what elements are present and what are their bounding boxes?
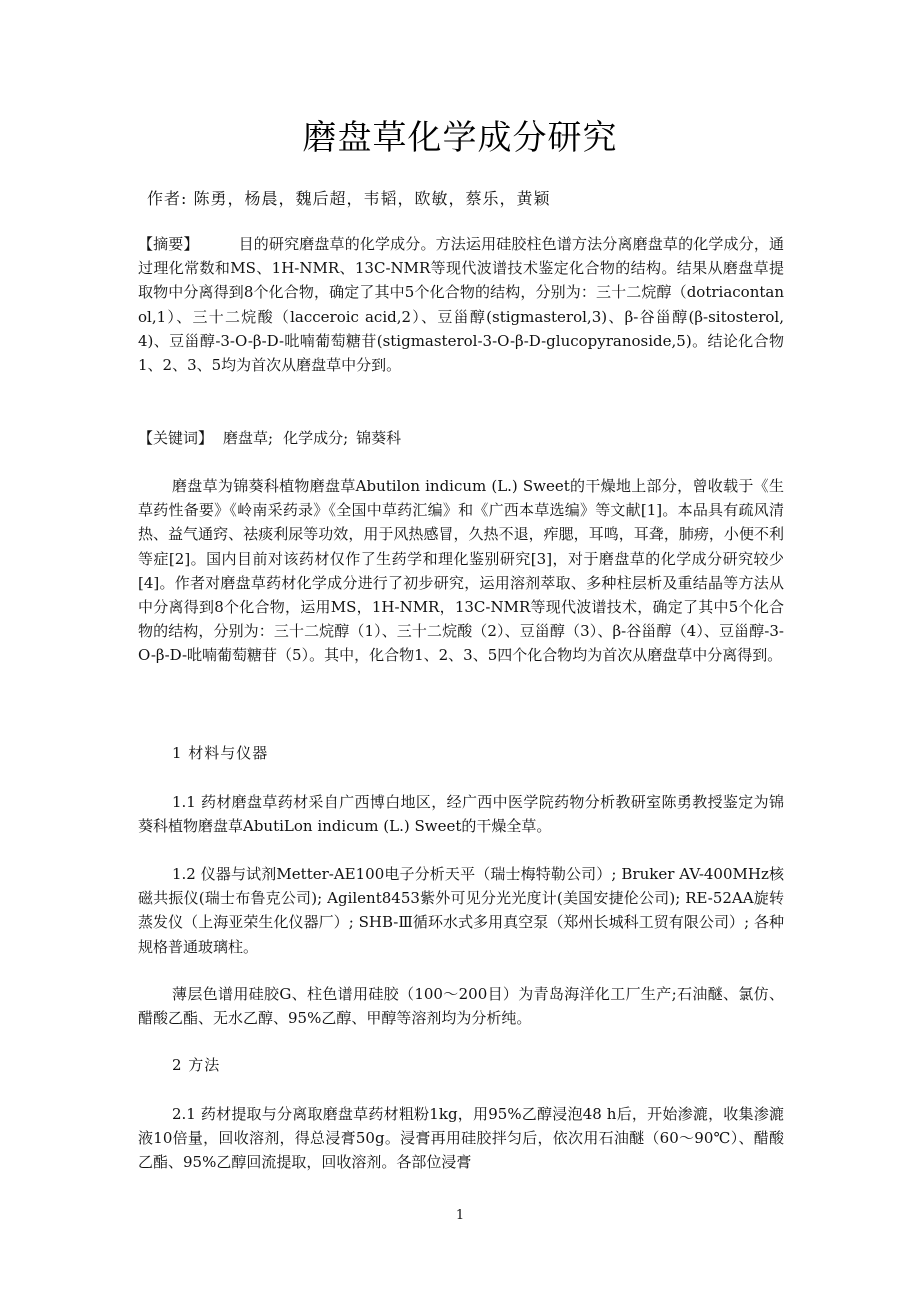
page-number: 1 [455,1208,465,1223]
keywords-label: 【关键词】 [138,429,214,447]
abstract-label: 【摘要】 [138,235,199,253]
paper-title: 磨盘草化学成分研究 [302,118,618,158]
section-1-1-paragraph: 1.1 药材磨盘草药材采自广西博白地区，经广西中医学院药物分析教研室陈勇教授鉴定为锦葵科植物磨盘草AbutiLon indicum (L.) Sweet的干燥全草。 [138,793,784,836]
keywords-paragraph [138,426,784,450]
keyword-item: 锦葵科 [356,429,402,447]
section-heading-methods: 2 方法 [172,1056,221,1074]
author-list: 作者: 陈勇，杨晨，魏后超，韦韬，欧敏，蔡乐，黄颖 [147,189,551,208]
section-heading-materials: 1 材料与仪器 [172,744,269,762]
reagents-paragraph: 薄层色谱用硅胶G、柱色谱用硅胶（100～200目）为青岛海洋化工厂生产;石油醚、氯仿、醋酸乙酯、无水乙醇、95%乙醇、甲醇等溶剂均为分析纯。 [138,985,784,1028]
section-1-2-paragraph: 1.2 仪器与试剂Metter-AE100电子分析天平（瑞士梅特勒公司）; Bruker AV-400MHz核磁共振仪(瑞士布鲁克公司); Agilent8453紫外可见分光光度计(美国安捷伦公司); RE-52AA旋转蒸发仪（上海亚荣生化仪器厂）; SHB-Ⅲ循环水式多用真空泵（郑州长城科工贸有限公司）; 各种规格普通玻璃柱。 [138,865,784,956]
intro-paragraph: 磨盘草为锦葵科植物磨盘草Abutilon indicum (L.) Sweet的干燥地上部分，曾收载于《生草药性备要》《岭南采药录》《全国中草药汇编》和《广西本草选编》等文献[1]。本品具有疏风清热、益气通窍、祛痰利尿等功效，用于风热感冒，久热不退，痄腮，耳鸣，耳聋，肺痨，小便不利等症[2]。国内目前对该药材仅作了生药学和理化鉴别研究[3]，对于磨盘草的化学成分研究较少[4]。作者对磨盘草药材化学成分进行了初步研究，运用溶剂萃取、多种柱层析及重结晶等方法从中分离得到8个化合物，运用MS，1H-NMR，13C-NMR等现代波谱技术，确定了其中5个化合物的结构，分别为：三十二烷醇（1）、三十二烷酸（2）、豆甾醇（3）、β-谷甾醇（4）、豆甾醇-3-O-β-D-吡喃葡萄糖苷（5）。其中，化合物1、2、3、5四个化合物均为首次从磨盘草中分离得到。 [138,477,784,665]
keyword-item: 磨盘草; [223,429,274,447]
keyword-item: 化学成分; [283,429,349,447]
abstract-paragraph [138,232,784,377]
abstract-text: 目的研究磨盘草的化学成分。方法运用硅胶柱色谱方法分离磨盘草的化学成分，通过理化常数和MS、1H-NMR、13C-NMR等现代波谱技术鉴定化合物的结构。结果从磨盘草提取物中分离得到8个化合物，确定了其中5个化合物的结构，分别为：三十二烷醇（dotriacontanol,1）、三十二烷酸（lacceroic acid,2）、豆甾醇(stigmasterol,3)、β-谷甾醇(β-sitosterol,4)、豆甾醇-3-O-β-D-吡喃葡萄糖苷(stigmasterol-3-O-β-D-glucopyranoside,5)。结论化合物1、2、3、5均为首次从磨盘草中分到。 [138,235,784,375]
section-2-1-paragraph: 2.1 药材提取与分离取磨盘草药材粗粉1kg，用95%乙醇浸泡48 h后，开始渗漉，收集渗漉液10倍量，回收溶剂，得总浸膏50g。浸膏再用硅胶拌匀后，依次用石油醚（60～90℃）、醋酸乙酯、95%乙醇回流提取，回收溶剂。各部位浸膏 [138,1105,784,1172]
